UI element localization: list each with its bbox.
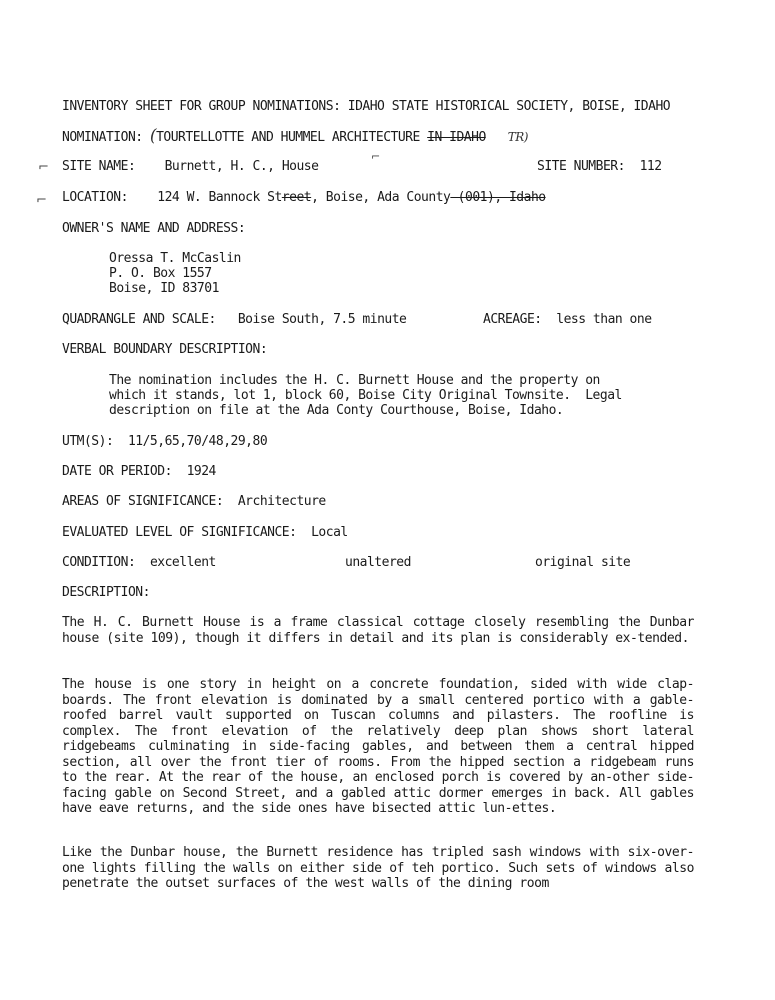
owner-line: P. O. Box 1557 <box>109 266 212 281</box>
owner-label: OWNER'S NAME AND ADDRESS: <box>62 221 246 236</box>
level-row <box>62 525 348 540</box>
nomination-struck-text: IN IDAHO <box>427 130 486 145</box>
condition-value: excellent <box>149 555 216 570</box>
site-name-value: Burnett, H. C., House <box>164 159 319 174</box>
acreage-row <box>483 312 652 327</box>
check-mark: ⌐ <box>38 160 49 175</box>
quadrangle-value: Boise South, 7.5 minute <box>237 312 407 327</box>
condition-value: original site <box>535 555 631 570</box>
quadrangle-label: QUADRANGLE AND SCALE: <box>62 312 216 327</box>
date-label: DATE OR PERIOD: <box>62 464 172 479</box>
nomination-row <box>62 126 528 146</box>
acreage-value: less than one <box>556 312 652 327</box>
site-name-label: SITE NAME: <box>62 159 136 174</box>
location-value-b: , Boise, Ada County <box>311 190 451 205</box>
utm-row <box>62 434 267 449</box>
quadrangle-row <box>62 312 406 327</box>
utm-label: UTM(S): <box>62 434 114 449</box>
level-label: EVALUATED LEVEL OF SIGNIFICANCE: <box>62 525 297 540</box>
acreage-label: ACREAGE: <box>483 312 542 327</box>
site-name-row <box>62 159 318 174</box>
nomination-handwritten-note: TR) <box>507 130 528 144</box>
location-row <box>62 190 546 205</box>
areas-value: Architecture <box>237 494 326 509</box>
nomination-value: TOURTELLOTTE AND HUMMEL ARCHITECTURE <box>156 130 420 145</box>
nomination-paren: ( <box>149 126 157 146</box>
check-mark: ⌐ <box>371 150 381 163</box>
location-value-a: 124 W. Bannock St <box>157 190 282 205</box>
condition-value: unaltered <box>345 555 411 570</box>
owner-line: Boise, ID 83701 <box>109 281 219 296</box>
utm-value: 11/5,65,70/48,29,80 <box>127 434 268 449</box>
verbal-boundary-line: description on file at the Ada Conty Courthouse, Boise, Idaho. <box>109 403 564 418</box>
location-struck-b: (001), Idaho <box>450 190 546 205</box>
nomination-label: NOMINATION: <box>62 130 143 145</box>
header-line: INVENTORY SHEET FOR GROUP NOMINATIONS: IDAHO STATE HISTORICAL SOCIETY, BOISE, IDAHO <box>62 99 671 114</box>
description-paragraph: The H. C. Burnett House is a frame classical cottage closely resembling the Dunbar house (site 109), though it differs in detail and its plan is considerably ex-tended. <box>62 615 694 646</box>
level-value: Local <box>311 525 348 540</box>
date-value: 1924 <box>186 464 216 479</box>
date-row <box>62 464 216 479</box>
verbal-boundary-line: which it stands, lot 1, block 60, Boise City Original Townsite. Legal <box>109 388 622 403</box>
check-mark: ⌐ <box>36 193 47 208</box>
areas-row <box>62 494 326 509</box>
site-number-row <box>537 159 662 174</box>
description-label: DESCRIPTION: <box>62 585 150 600</box>
site-number-value: 112 <box>639 159 662 174</box>
location-label: LOCATION: <box>62 190 128 205</box>
description-paragraph: Like the Dunbar house, the Burnett residence has tripled sash windows with six-over-one lights filling the walls on either side of teh portico. Such sets of windows also penetrate the outset surfaces of the west walls of the dining room <box>62 845 694 891</box>
verbal-boundary-line: The nomination includes the H. C. Burnett House and the property on <box>109 373 600 388</box>
location-struck-a: reet <box>281 190 312 205</box>
site-number-label: SITE NUMBER: <box>537 159 625 174</box>
description-paragraph: The house is one story in height on a concrete foundation, sided with wide clap-boards. The front elevation is dominated by a small centered portico with a gable-roofed barrel vault supported on Tuscan columns and pilasters. The roofline is complex. The front elevation of the relatively deep plan shows short lateral ridgebeams culminating in side-facing gables, and between them a central hipped section, all over the front tier of rooms. From the hipped section a ridgebeam runs to the rear. At the rear of the house, an enclosed porch is covered by an-other side-facing gable on Second Street, and a gabled attic dormer emerges in back. All gables have eave returns, and the side ones have bisected attic lun-ettes. <box>62 677 694 816</box>
owner-line: Oressa T. McCaslin <box>109 251 241 266</box>
areas-label: AREAS OF SIGNIFICANCE: <box>62 494 224 509</box>
condition-label: CONDITION: <box>62 555 136 570</box>
condition-row <box>62 555 216 570</box>
verbal-boundary-label: VERBAL BOUNDARY DESCRIPTION: <box>62 342 268 357</box>
